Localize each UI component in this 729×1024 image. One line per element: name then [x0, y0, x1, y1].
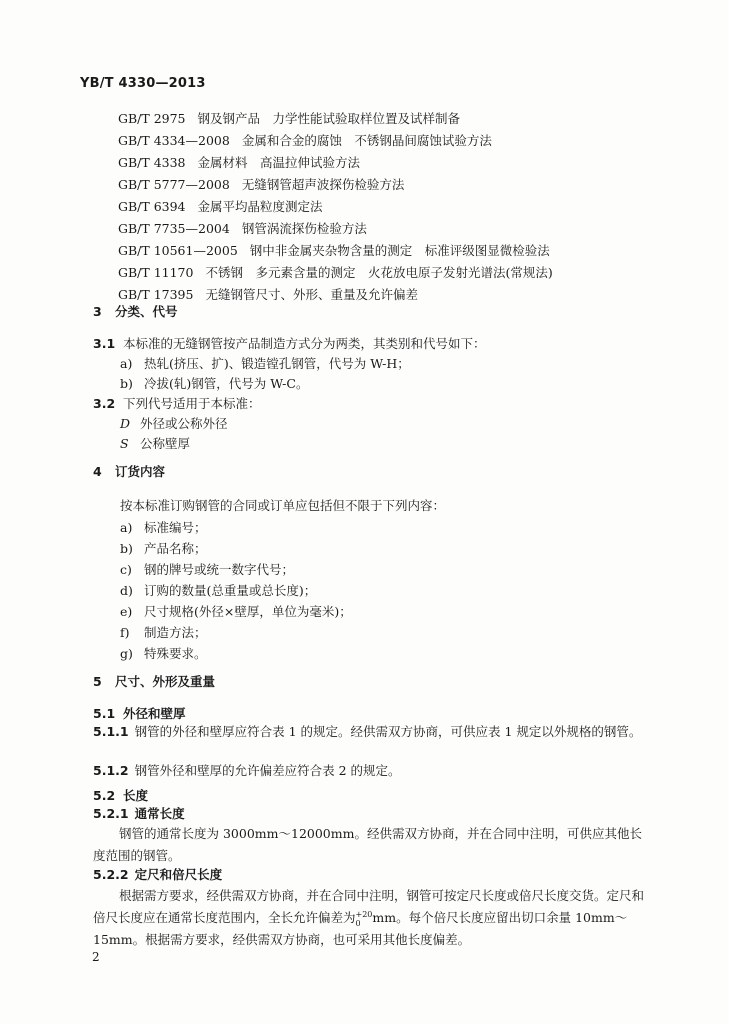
symbol: D: [120, 416, 131, 431]
list-text: 热轧(挤压、扩)、锻造镗孔钢管，代号为 W-H；: [144, 356, 410, 371]
reference-code: GB/T 17395: [118, 287, 194, 302]
clause-title: 外径和壁厚: [123, 706, 186, 721]
list-marker: c): [120, 562, 132, 577]
clause-5-1-2: [93, 760, 653, 782]
list-marker: f): [120, 625, 130, 640]
reference-title: 钢中非金属夹杂物含量的测定 标准评级图显微检验法: [249, 243, 550, 258]
reference-item: [118, 218, 553, 240]
list-item: [120, 414, 228, 432]
clause-text: 钢管外径和壁厚的允许偏差应符合表 2 的规定。: [134, 763, 401, 778]
clause-number: 5.1.2: [93, 763, 129, 778]
reference-item: [118, 130, 553, 152]
clause-5-1-1: [93, 721, 653, 743]
clause-5-2: [93, 786, 148, 804]
list-item: [120, 434, 190, 452]
reference-item: [118, 196, 553, 218]
clause-text: 下列代号适用于本标准：: [123, 396, 261, 411]
tolerance-lower: 0: [355, 918, 361, 928]
clause-5-1: [93, 704, 186, 722]
section-5-heading: [93, 672, 215, 690]
reference-title: 不锈钢 多元素含量的测定 火花放电原子发射光谱法(常规法): [205, 265, 553, 280]
reference-title: 金属和合金的腐蚀 不锈钢晶间腐蚀试验方法: [241, 133, 492, 148]
list-item: [120, 602, 352, 620]
normative-references-list: [118, 108, 553, 306]
clause-5-2-2-text: [93, 885, 653, 951]
list-text: 制造方法；: [144, 625, 207, 640]
clause-5-2-1: [93, 803, 653, 825]
list-text: 外径或公称外径: [140, 416, 228, 431]
reference-title: 钢及钢产品 力学性能试验取样位置及试样制备: [197, 111, 461, 126]
clause-3-2: [93, 394, 261, 412]
symbol: S: [120, 436, 129, 451]
reference-title: 钢管涡流探伤检验方法: [241, 221, 367, 236]
list-marker: a): [120, 520, 133, 535]
section-3-heading: [93, 302, 178, 320]
clause-title: 长度: [123, 788, 149, 803]
list-text: 产品名称；: [144, 541, 207, 556]
list-item: [120, 644, 207, 662]
reference-title: 金属材料 高温拉伸试验方法: [197, 155, 361, 170]
clause-title: 定尺和倍尺长度: [134, 867, 223, 882]
reference-title: 无缝钢管超声波探伤检验方法: [241, 177, 405, 192]
reference-code: GB/T 2975: [118, 111, 186, 126]
paragraph-text: mm。每个倍尺长度应留出切口余量 10mm～15mm。根据需方要求，经供需双方协商，也可采用其他长度偏差。: [93, 910, 628, 947]
reference-code: GB/T 11170: [118, 265, 194, 280]
list-marker: b): [120, 541, 133, 556]
list-marker: a): [120, 356, 133, 371]
clause-5-2-2: [93, 864, 653, 886]
clause-text: 钢管的外径和壁厚应符合表 1 的规定。经供需双方协商，可供应表 1 规定以外规格的钢管。: [134, 724, 642, 739]
tolerance-upper: +20: [355, 909, 373, 919]
reference-code: GB/T 5777—2008: [118, 177, 230, 192]
reference-item: [118, 152, 553, 174]
reference-item: [118, 240, 553, 262]
reference-code: GB/T 4338: [118, 155, 186, 170]
list-text: 订购的数量(总重量或总长度)；: [144, 583, 317, 598]
list-text: 标准编号；: [144, 520, 207, 535]
clause-number: 3.1: [93, 336, 116, 351]
list-text: 钢的牌号或统一数字代号；: [144, 562, 295, 577]
section-number: 4: [93, 464, 102, 479]
list-text: 特殊要求。: [144, 646, 207, 661]
section-4-intro: 按本标准订购钢管的合同或订单应包括但不限于下列内容：: [120, 498, 446, 513]
section-title: 订货内容: [115, 464, 166, 479]
reference-code: GB/T 10561—2005: [118, 243, 238, 258]
list-marker: b): [120, 376, 133, 391]
clause-number: 5.1: [93, 706, 116, 721]
list-text: 公称壁厚: [140, 436, 191, 451]
clause-number: 5.2.1: [93, 806, 129, 821]
section-title: 尺寸、外形及重量: [115, 674, 216, 689]
clause-5-2-1-text: 钢管的通常长度为 3000mm～12000mm。经供需双方协商，并在合同中注明，可供应其他长度范围的钢管。: [93, 826, 642, 863]
list-item: [120, 581, 316, 599]
reference-item: [118, 262, 553, 284]
list-item: [120, 539, 207, 557]
reference-code: GB/T 7735—2004: [118, 221, 230, 236]
reference-item: [118, 284, 553, 306]
document-code: YB/T 4330—2013: [80, 76, 206, 91]
list-item: [120, 354, 410, 372]
clause-number: 5.2: [93, 788, 116, 803]
clause-3-1: [93, 334, 486, 352]
clause-text: 本标准的无缝钢管按产品制造方式分为两类，其类别和代号如下：: [123, 336, 486, 351]
clause-number: 3.2: [93, 396, 116, 411]
tolerance: [356, 910, 373, 928]
list-item: [120, 518, 207, 536]
list-text: 冷拔(轧)钢管，代号为 W-C。: [144, 376, 309, 391]
list-marker: d): [120, 583, 133, 598]
reference-item: [118, 108, 553, 130]
list-item: [120, 374, 308, 392]
list-item: [120, 623, 207, 641]
reference-code: GB/T 6394: [118, 199, 186, 214]
clause-title: 通常长度: [134, 806, 185, 821]
paragraph-text: 根据需方要求，经供需双方协商，并在合同中注明，钢管可按定尺长度或倍尺长度交货。定尺和倍尺长度应在通常长度范围内，全长允许偏差为: [93, 888, 645, 925]
list-marker: g): [120, 646, 133, 661]
clause-number: 5.2.2: [93, 867, 129, 882]
clause-number: 5.1.1: [93, 724, 129, 739]
section-number: 3: [93, 304, 102, 319]
section-number: 5: [93, 674, 102, 689]
reference-title: 无缝钢管尺寸、外形、重量及允许偏差: [205, 287, 418, 302]
section-4-heading: [93, 462, 165, 480]
section-title: 分类、代号: [115, 304, 178, 319]
reference-item: [118, 174, 553, 196]
page-number: 2: [92, 950, 100, 964]
list-item: [120, 560, 294, 578]
list-marker: e): [120, 604, 133, 619]
reference-code: GB/T 4334—2008: [118, 133, 230, 148]
list-text: 尺寸规格(外径×壁厚，单位为毫米)；: [144, 604, 352, 619]
reference-title: 金属平均晶粒度测定法: [197, 199, 323, 214]
